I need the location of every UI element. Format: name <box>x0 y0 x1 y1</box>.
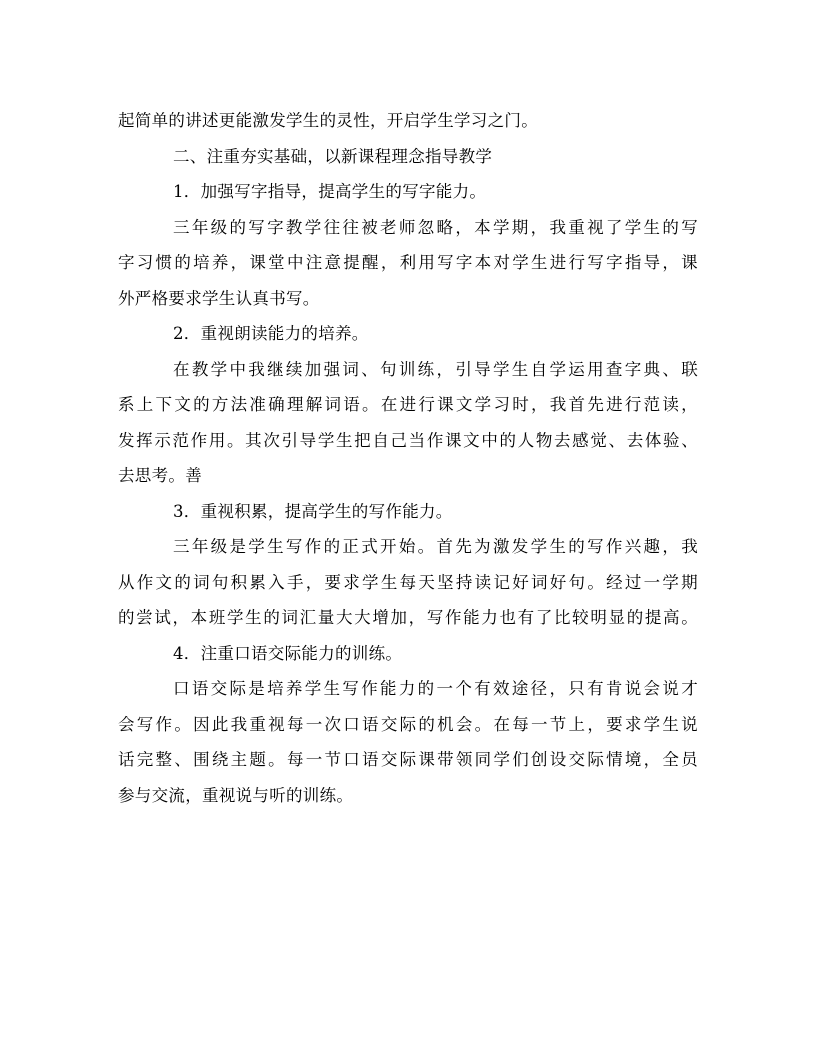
paragraph-line: 三年级是学生写作的正式开始。首先为激发学生的写作兴趣，我 <box>173 537 698 556</box>
paragraph-line: 参与交流，重视说与听的训练。 <box>118 785 354 805</box>
subsection-heading: 1．加强写字指导，提高学生的写字能力。 <box>173 182 487 201</box>
paragraph-line: 从作文的词句积累入手，要求学生每天坚持读记好词好句。经过一学期 <box>118 572 698 592</box>
paragraph-line: 系上下文的方法准确理解词语。在进行课文学习时，我首先进行范读， <box>118 395 698 414</box>
paragraph-line: 口语交际是培养学生写作能力的一个有效途径，只有肯说会说才 <box>173 679 698 698</box>
paragraph-line: 字习惯的培养，课堂中注意提醒，利用写字本对学生进行写字指导，课 <box>118 253 698 272</box>
section-heading: 二、注重夯实基础，以新课程理念指导教学 <box>173 146 493 166</box>
paragraph-line: 的尝试，本班学生的词汇量大大增加，写作能力也有了比较明显的提高。 <box>118 608 698 627</box>
paragraph-line: 会写作。因此我重视每一次口语交际的机会。在每一节上，要求学生说 <box>118 714 698 734</box>
document-body <box>118 103 698 813</box>
subsection-heading: 4．注重口语交际能力的训练。 <box>173 643 403 663</box>
paragraph-line: 去思考。善 <box>118 466 202 485</box>
subsection-heading: 3．重视积累，提高学生的写作能力。 <box>173 501 453 521</box>
paragraph-line: 话完整、围绕主题。每一节口语交际课带领同学们创设交际情境，全员 <box>118 750 698 769</box>
paragraph-line: 发挥示范作用。其次引导学生把自己当作课文中的人物去感觉、去体验、 <box>118 430 698 450</box>
paragraph-line: 三年级的写字教学往往被老师忽略，本学期，我重视了学生的写 <box>173 217 698 237</box>
subsection-heading: 2．重视朗读能力的培养。 <box>173 324 369 343</box>
paragraph-line: 起简单的讲述更能激发学生的灵性，开启学生学习之门。 <box>118 111 538 130</box>
paragraph-line: 在教学中我继续加强词、句训练，引导学生自学运用查字典、联 <box>173 359 698 379</box>
paragraph-line: 外严格要求学生认真书写。 <box>118 288 320 308</box>
